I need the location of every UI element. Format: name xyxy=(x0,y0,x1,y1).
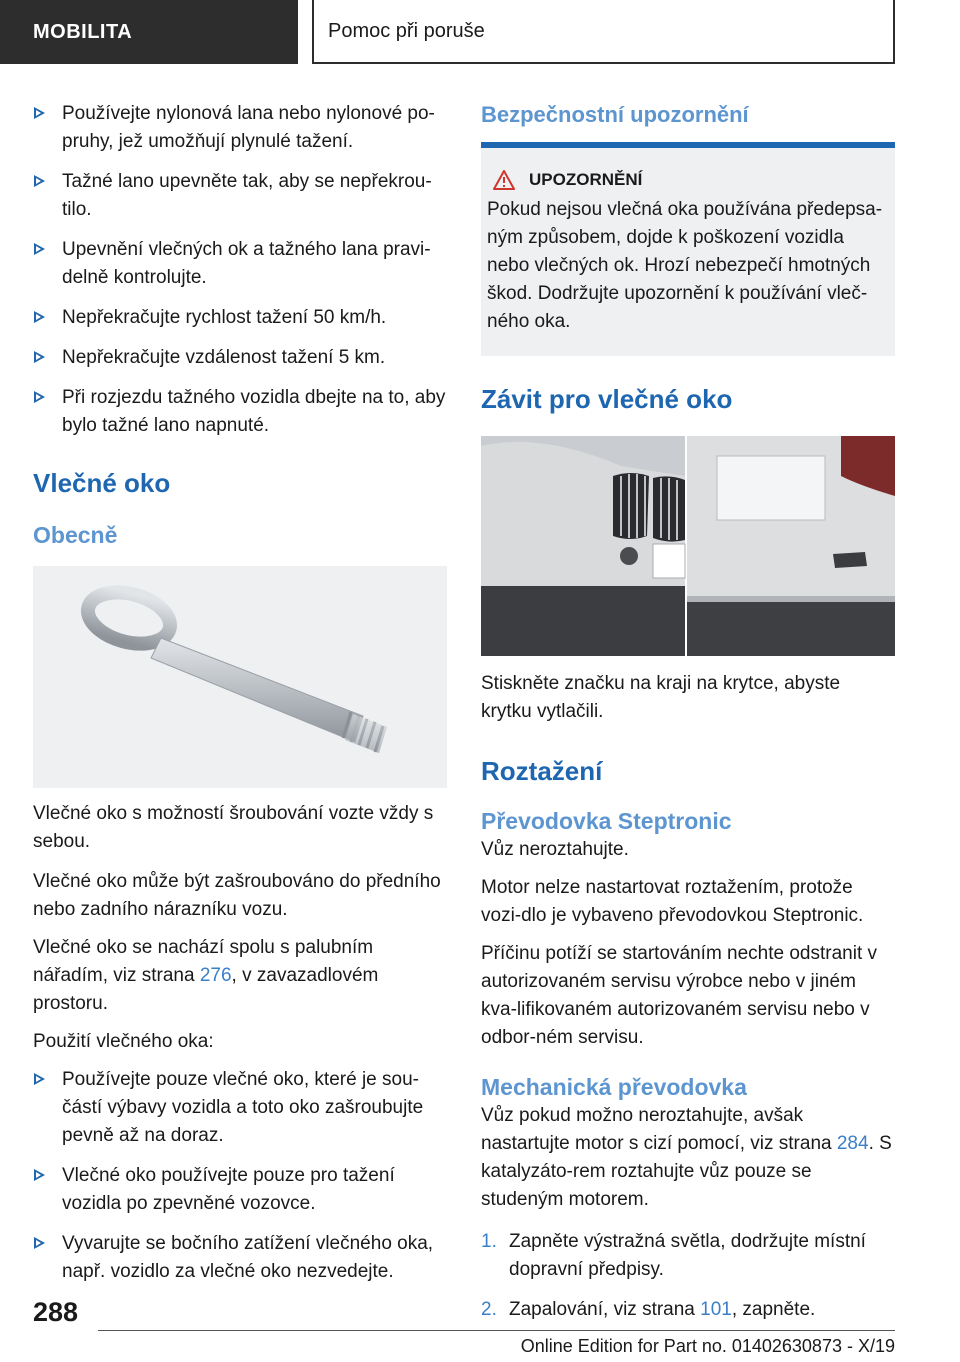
subheading-steptronic: Převodovka Steptronic xyxy=(481,808,732,834)
list-item: Vyvarujte se bočního zatížení vlečného oka, např. vozidlo za vlečné oko nezvedejte. xyxy=(33,1230,447,1286)
triangle-bullet-icon xyxy=(34,311,45,323)
steptronic-text-2: Motor nelze nastartovat roztažením, protože vozi-dlo je vybaveno převodovkou Steptronic. xyxy=(481,877,864,926)
towing-eye-illustration xyxy=(33,566,447,788)
bumper-cover-image xyxy=(481,436,895,656)
list-item: 2. Zapalování, viz strana 101, zapněte. xyxy=(481,1299,816,1320)
warning-title: UPOZORNĚNÍ xyxy=(487,170,887,190)
bumper-cover-illustration xyxy=(481,436,895,656)
towing-rules-list xyxy=(33,100,447,440)
right-column xyxy=(481,100,895,1336)
page-link-276[interactable]: 276 xyxy=(199,965,232,986)
list-item: 1. Zapněte výstražná světla, dodržujte místní dopravní předpisy. xyxy=(481,1231,866,1280)
towing-eye-carry-text: Vlečné oko s možností šroubování vozte vždy s sebou. xyxy=(33,803,434,852)
tow-start-steps xyxy=(481,1228,895,1324)
triangle-bullet-icon xyxy=(34,1073,45,1085)
triangle-bullet-icon xyxy=(34,391,45,403)
heading-tow-start: Roztažení xyxy=(481,756,603,786)
footer-edition-text: Online Edition for Part no. 01402630873 - X/19 xyxy=(520,1336,895,1356)
heading-thread: Závit pro vlečné oko xyxy=(481,384,733,414)
header-chapter-title: Pomoc při poruše xyxy=(312,0,895,64)
page-link-101[interactable]: 101 xyxy=(700,1299,732,1320)
list-item: Nepřekračujte rychlost tažení 50 km/h. xyxy=(33,304,447,332)
page-number: 288 xyxy=(33,1297,79,1327)
header-section-title: MOBILITA xyxy=(0,0,298,64)
list-item: Upevnění vlečných ok a tažného lana pravi-delně kontrolujte. xyxy=(33,236,447,292)
towing-eye-mount-text: Vlečné oko může být zašroubováno do předního nebo zadního nárazníku vozu. xyxy=(33,871,441,920)
list-item: Vlečné oko používejte pouze pro tažení vozidla po zpevněné vozovce. xyxy=(33,1162,447,1218)
heading-towing-eye: Vlečné oko xyxy=(33,468,171,498)
list-item: Nepřekračujte vzdálenost tažení 5 km. xyxy=(33,344,447,372)
triangle-bullet-icon xyxy=(34,175,45,187)
subheading-manual: Mechanická převodovka xyxy=(481,1074,747,1100)
steptronic-text-1: Vůz neroztahujte. xyxy=(481,839,629,860)
list-item: Při rozjezdu tažného vozidla dbejte na to, aby bylo tažné lano napnuté. xyxy=(33,384,447,440)
warning-box xyxy=(481,148,895,356)
list-item: Používejte nylonová lana nebo nylonové po-pruhy, jež umožňují plynulé tažení. xyxy=(33,100,447,156)
left-column xyxy=(33,100,447,1298)
footer-divider xyxy=(98,1330,895,1331)
warning-text: Pokud nejsou vlečná oka používána předepsa-ným způsobem, dojde k poškození vozidla nebo vlečných ok. Hrozí nebezpečí hmotných škod. Dodržujte upozornění k používání vleč-ného oka. xyxy=(487,199,883,332)
thread-instruction-text: Stiskněte značku na kraji na krytce, abyste krytku vytlačili. xyxy=(481,673,841,722)
towing-eye-location-text: Vlečné oko se nachází spolu s palubním nářadím, viz strana 276, v zavazadlovém prostoru. xyxy=(33,937,379,1014)
towing-eye-usage-list xyxy=(33,1066,447,1286)
list-item: Používejte pouze vlečné oko, které je sou-částí výbavy vozidla a toto oko zašroubujte pevně až na doraz. xyxy=(33,1066,447,1150)
warning-triangle-icon xyxy=(493,170,515,190)
towing-eye-image xyxy=(33,566,447,788)
triangle-bullet-icon xyxy=(34,1169,45,1181)
triangle-bullet-icon xyxy=(34,243,45,255)
steptronic-text-3: Příčinu potíží se startováním nechte odstranit v autorizovaném servisu výrobce nebo v jiném kva-lifikovaném autorizovaném servisu nebo v odbor-ném servisu. xyxy=(481,943,878,1048)
safety-notes-heading: Bezpečnostní upozornění xyxy=(481,100,895,148)
triangle-bullet-icon xyxy=(34,107,45,119)
page-link-284[interactable]: 284 xyxy=(836,1133,869,1154)
triangle-bullet-icon xyxy=(34,351,45,363)
subheading-general: Obecně xyxy=(33,522,118,548)
triangle-bullet-icon xyxy=(34,1237,45,1249)
list-item: Tažné lano upevněte tak, aby se nepřekrou-tilo. xyxy=(33,168,447,224)
towing-eye-usage-intro: Použití vlečného oka: xyxy=(33,1031,214,1052)
manual-text: Vůz pokud možno neroztahujte, avšak nastartujte motor s cizí pomocí, viz strana 284. S katalyzáto-rem roztahujte vůz pouze se studeným motorem. xyxy=(481,1105,892,1210)
